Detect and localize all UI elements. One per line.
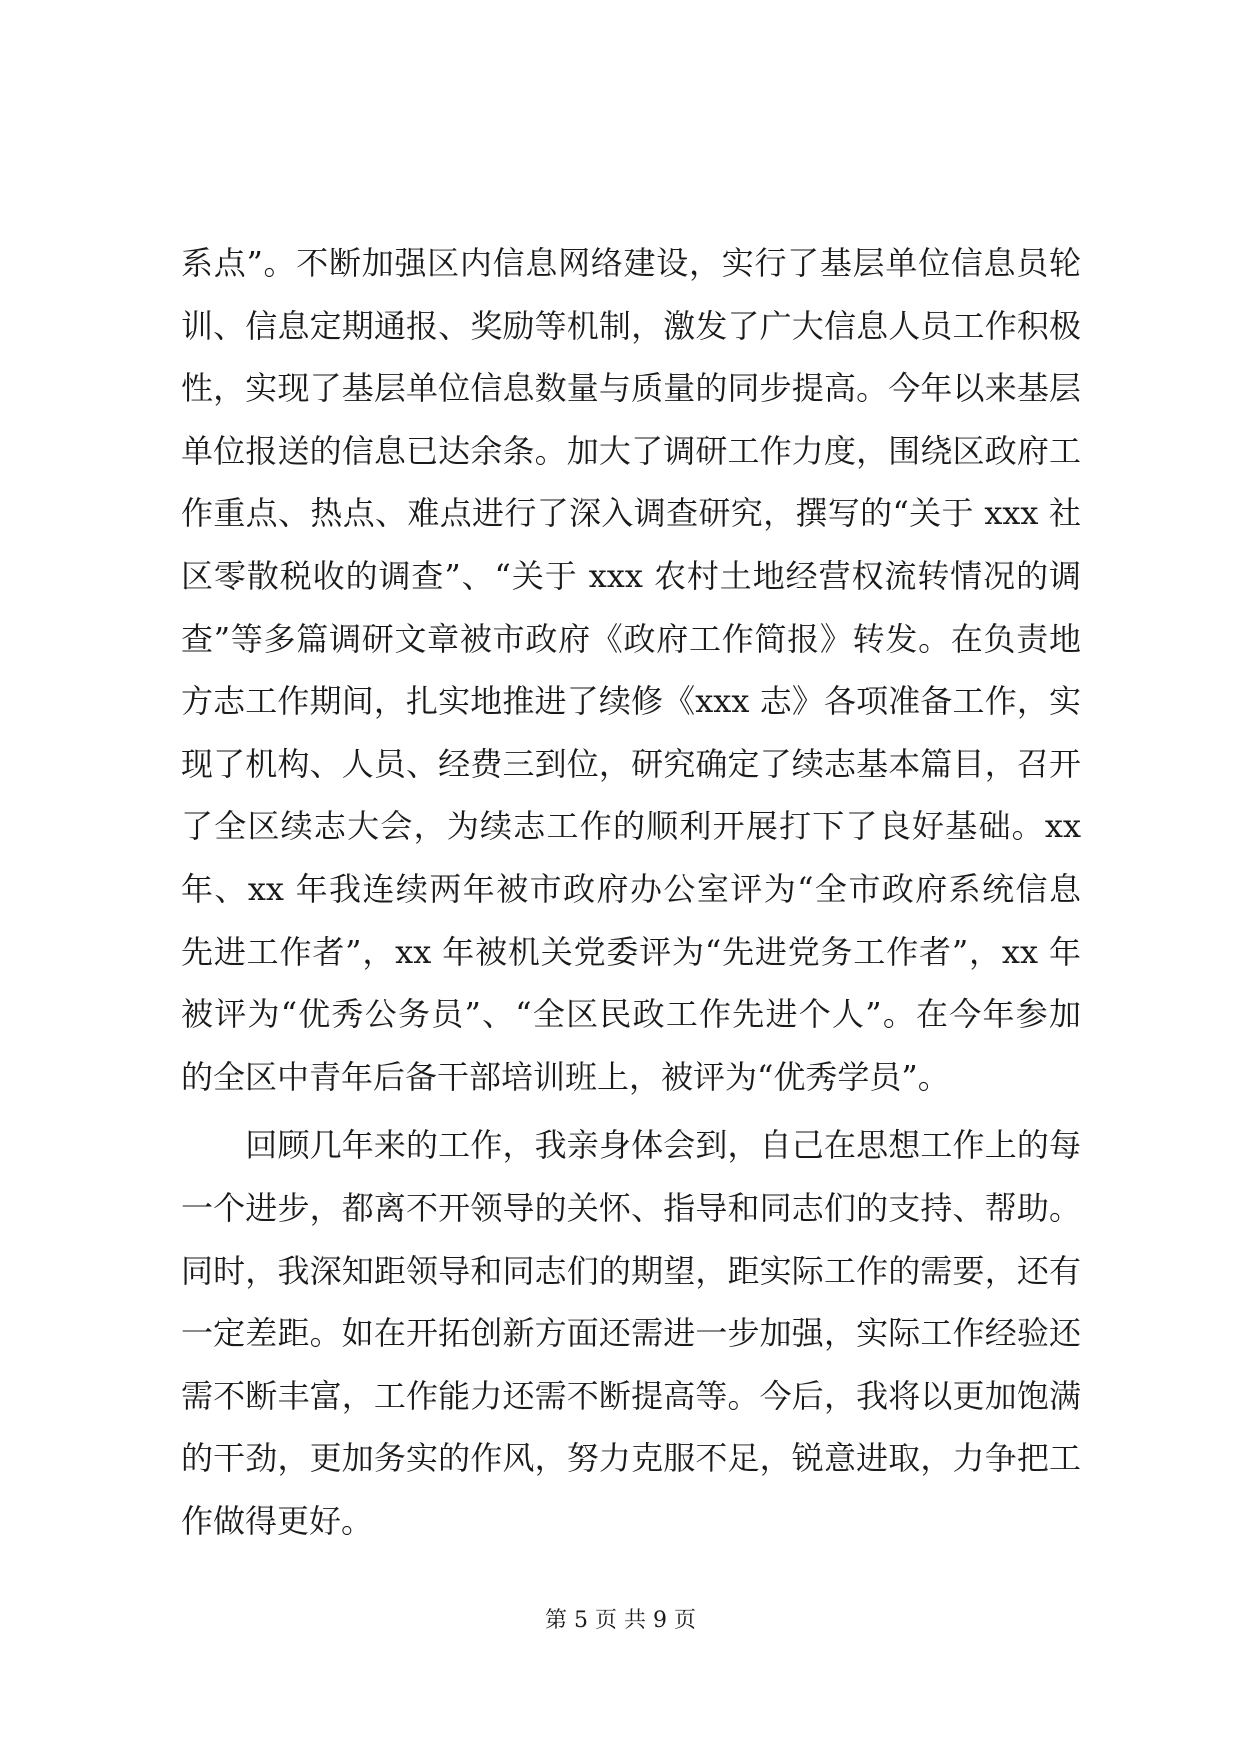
text-line: 一个进步，都离不开领导的关怀、指导和同志们的支持、帮助。 — [181, 1188, 1081, 1227]
page-number: 第 5 页 共 9 页 — [545, 1608, 696, 1633]
page-footer — [0, 1606, 1241, 1636]
text-line: 先进工作者”，xx 年被机关党委评为“先进党务工作者”，xx 年 — [181, 932, 1081, 971]
text-line: 了全区续志大会，为续志工作的顺利开展打下了良好基础。xx — [181, 807, 1081, 846]
text-line: 一定差距。如在开拓创新方面还需进一步加强，实际工作经验还 — [181, 1314, 1081, 1353]
text-line: 的干劲，更加务实的作风，努力克服不足，锐意进取，力争把工 — [181, 1439, 1081, 1478]
text-line: 区零散税收的调查”、“关于 xxx 农村土地经营权流转情况的调 — [181, 556, 1081, 595]
body-text — [181, 232, 1081, 1552]
text-line: 系点”。不断加强区内信息网络建设，实行了基层单位信息员轮 — [181, 244, 1081, 282]
text-line: 作做得更好。 — [181, 1501, 374, 1540]
text-line: 现了机构、人员、经费三到位，研究确定了续志基本篇目，召开 — [181, 744, 1081, 783]
text-line: 被评为“优秀公务员”、“全区民政工作先进个人”。在今年参加 — [181, 995, 1081, 1034]
text-line: 性，实现了基层单位信息数量与质量的同步提高。今年以来基层 — [181, 369, 1081, 408]
text-line: 需不断丰富，工作能力还需不断提高等。今后，我将以更加饱满 — [181, 1376, 1081, 1415]
paragraph-2 — [181, 1114, 1081, 1552]
text-line: 年、xx 年我连续两年被市政府办公室评为“全市政府系统信息 — [181, 869, 1081, 908]
paragraph-1 — [181, 232, 1081, 1108]
text-line: 查”等多篇调研文章被市政府《政府工作简报》转发。在负责地 — [181, 619, 1081, 658]
text-line: 回顾几年来的工作，我亲身体会到，自己在思想工作上的每 — [181, 1126, 1081, 1165]
text-line: 单位报送的信息已达余条。加大了调研工作力度，围绕区政府工 — [181, 431, 1081, 470]
text-line: 同时，我深知距领导和同志们的期望，距实际工作的需要，还有 — [181, 1251, 1081, 1290]
text-line: 作重点、热点、难点进行了深入调查研究，撰写的“关于 xxx 社 — [181, 494, 1081, 533]
text-line: 方志工作期间，扎实地推进了续修《xxx 志》各项准备工作，实 — [181, 682, 1081, 721]
text-line: 的全区中青年后备干部培训班上，被评为“优秀学员”。 — [181, 1057, 950, 1096]
text-line: 训、信息定期通报、奖励等机制，激发了广大信息人员工作积极 — [181, 306, 1081, 345]
